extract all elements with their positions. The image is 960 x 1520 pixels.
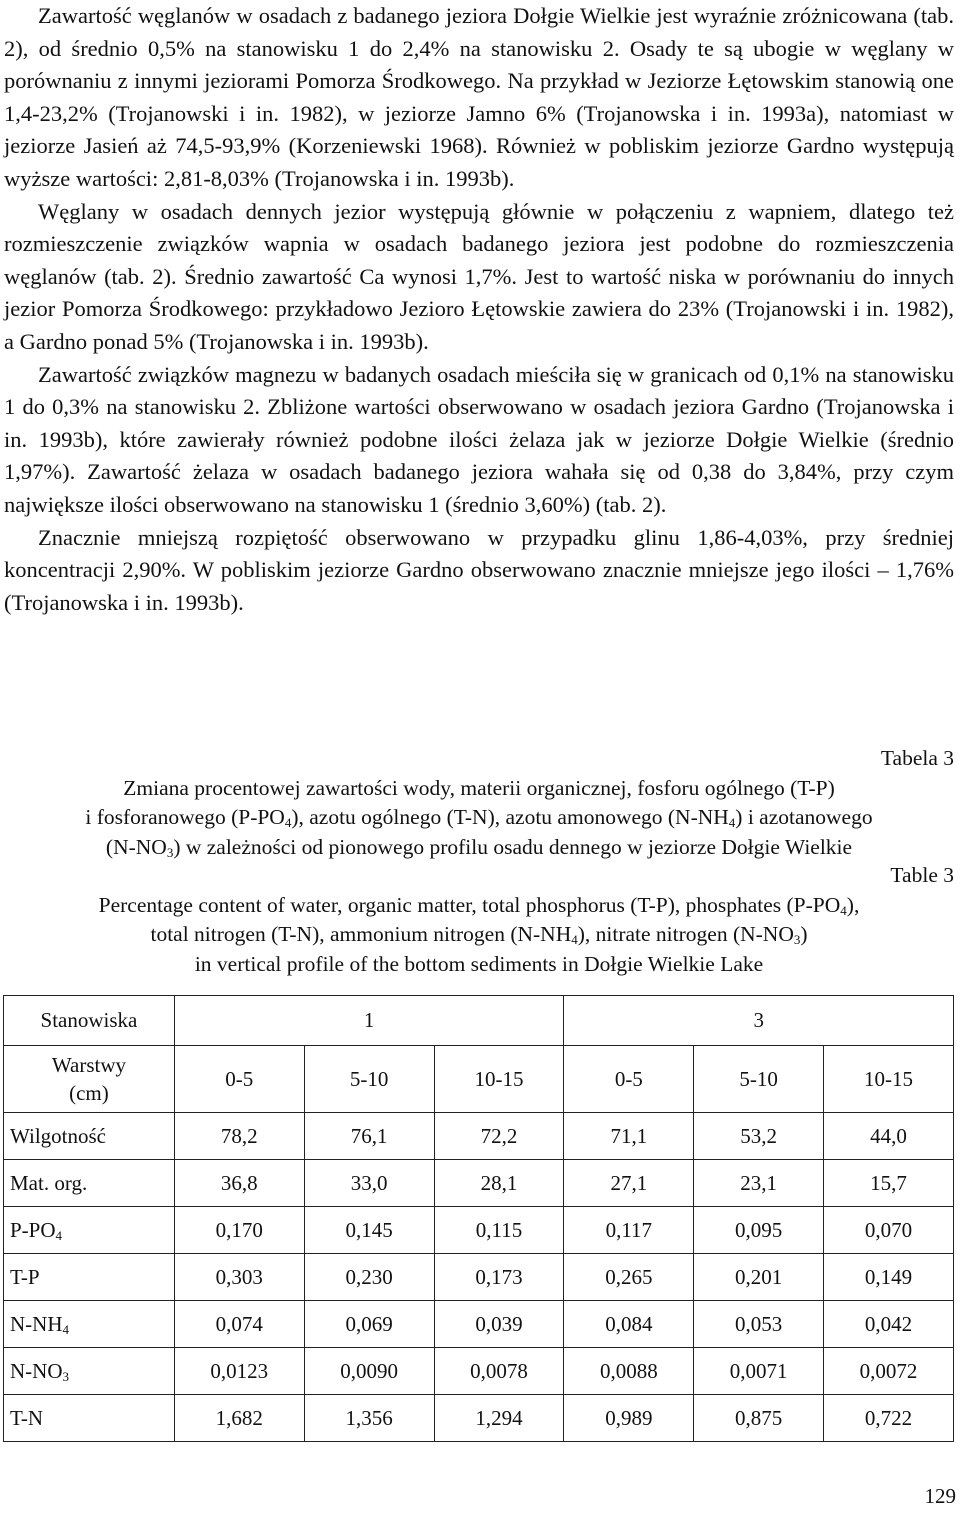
table-cell: 33,0 xyxy=(304,1160,434,1207)
table-label-en: Table 3 xyxy=(890,863,954,887)
paragraph-calcium: Węglany w osadach dennych jezior występują głównie w połączeniu z wapniem, dlatego też rozmieszczenie związków wapnia w osadach badanego jeziora jest podobne do rozmieszczenia węglanów (tab. 2). Średnio zawartość Ca wynosi 1,7%. Jest to wartość niska w porównaniu do innych jezior Pomorza Środkowego: przykładowo Jezioro Łętowskie zawiera do 23% (Trojanowski i in. 1982), a Gardno ponad 5% (Trojanowska i in. 1993b). xyxy=(4,198,954,354)
table-cell: 0,042 xyxy=(824,1301,954,1348)
table-cell: 0,117 xyxy=(564,1207,694,1254)
paragraph-aluminium: Znacznie mniejszą rozpiętość obserwowano w przypadku glinu 1,86-4,03%, przy średniej koncentracji 2,90%. W pobliskim jeziorze Gardno obserwowano znacznie mniejsze jego ilości – 1,76% (Trojanowska i in. 1993b). xyxy=(4,524,954,615)
table-cell: 0,875 xyxy=(694,1395,824,1442)
table-cell: 0,069 xyxy=(304,1301,434,1348)
table-cell: 0,0123 xyxy=(174,1348,304,1395)
caption-en-line1: Percentage content of water, organic matter, total phosphorus (T-P), phosphates $(P-PO_4)$, xyxy=(98,892,860,918)
table-cell: 1,356 xyxy=(304,1395,434,1442)
table-cell: 0,989 xyxy=(564,1395,694,1442)
table-cell: 0,303 xyxy=(174,1254,304,1301)
table-cell: 0,170 xyxy=(174,1207,304,1254)
stations-header-cell: Stanowiska xyxy=(4,996,175,1046)
table-row xyxy=(4,1113,954,1160)
layer-header: 5-10 xyxy=(694,1046,824,1113)
table-cell: 0,201 xyxy=(694,1254,824,1301)
paragraph-carbonates: Zawartość węglanów w osadach z badanego jeziora Dołgie Wielkie jest wyraźnie zróżnicowana (tab. 2), od średnio 0,5% na stanowisku 1 do 2,4% na stanowisku 2. Osady te są ubogie w węglany w porównaniu z innymi jeziorami Pomorza Środkowego. Na przykład w Jeziorze Łętowskim stanowią one 1,4-23,2% (Trojanowski i in. 1982), w jeziorze Jamno 6% (Trojanowska i in. 1993a), natomiast w jeziorze Jasień aż 74,5-93,9% (Korzeniewski 1968). Również w pobliskim jeziorze Gardno występują wyższe wartości: 2,81-8,03% (Trojanowska i in. 1993b). xyxy=(4,3,954,191)
row-label: $N-NO_3$ xyxy=(4,1348,175,1395)
table-cell: 71,1 xyxy=(564,1113,694,1160)
table-cell: 0,084 xyxy=(564,1301,694,1348)
table-cell: 23,1 xyxy=(694,1160,824,1207)
table-label-pl: Tabela 3 xyxy=(880,746,954,770)
table-cell: 15,7 xyxy=(824,1160,954,1207)
layer-header: 0-5 xyxy=(174,1046,304,1113)
table-cell: 36,8 xyxy=(174,1160,304,1207)
row-label: $P-PO_4$ xyxy=(4,1207,175,1254)
table-cell: 53,2 xyxy=(694,1113,824,1160)
body-text xyxy=(4,0,954,619)
row-label: T-N xyxy=(4,1395,175,1442)
row-label: Mat. org. xyxy=(4,1160,175,1207)
row-label: Wilgotność xyxy=(4,1113,175,1160)
paragraph-magnesium-iron: Zawartość związków magnezu w badanych osadach mieściła się w granicach od 0,1% na stanowisku 1 do 0,3% na stanowisku 2. Zbliżone wartości obserwowano w osadach jeziora Gardno (Trojanowska i in. 1993b), które zawierały również podobne ilości żelaza jak w jeziorze Dołgie Wielkie (średnio 1,97%). Zawartość żelaza w osadach badanego jeziora wahała się od 0,38 do 3,84%, przy czym największe ilości obserwowano na stanowisku 1 (średnio 3,60%) (tab. 2). xyxy=(4,361,954,517)
caption-en-line3: in vertical profile of the bottom sediments in Dołgie Wielkie Lake xyxy=(194,951,764,976)
station-3-header: 3 xyxy=(564,996,954,1046)
table-cell: 0,070 xyxy=(824,1207,954,1254)
table-cell: 0,722 xyxy=(824,1395,954,1442)
table-cell: 0,115 xyxy=(434,1207,564,1254)
table-cell: 28,1 xyxy=(434,1160,564,1207)
table-cell: 0,074 xyxy=(174,1301,304,1348)
table-cell: 0,173 xyxy=(434,1254,564,1301)
table-row xyxy=(4,1160,954,1207)
table-row xyxy=(4,1301,954,1348)
table-row xyxy=(4,1395,954,1442)
table-cell: 78,2 xyxy=(174,1113,304,1160)
row-label: T-P xyxy=(4,1254,175,1301)
table-cell: 76,1 xyxy=(304,1113,434,1160)
table-cell: 0,0090 xyxy=(304,1348,434,1395)
table-row xyxy=(4,1254,954,1301)
table-cell: 44,0 xyxy=(824,1113,954,1160)
table-cell: 0,095 xyxy=(694,1207,824,1254)
caption-pl-line3: $(N-NO_3)$ w zależności od pionowego profilu osadu dennego w jeziorze Dołgie Wielkie xyxy=(105,834,853,860)
table-cell: 0,145 xyxy=(304,1207,434,1254)
table-cell: 27,1 xyxy=(564,1160,694,1207)
row-label: $N-NH_4$ xyxy=(4,1301,175,1348)
table-row xyxy=(4,1207,954,1254)
layer-header: 5-10 xyxy=(304,1046,434,1113)
layer-header: 0-5 xyxy=(564,1046,694,1113)
table-cell: 0,230 xyxy=(304,1254,434,1301)
sediment-table xyxy=(3,995,954,1442)
table-row xyxy=(4,1348,954,1395)
table-cell: 0,0088 xyxy=(564,1348,694,1395)
layer-header: 10-15 xyxy=(434,1046,564,1113)
table-cell: 0,0072 xyxy=(824,1348,954,1395)
table-cell: 0,265 xyxy=(564,1254,694,1301)
table-cell: 1,294 xyxy=(434,1395,564,1442)
table-header-layers-row xyxy=(4,1046,954,1113)
table-cell: 0,053 xyxy=(694,1301,824,1348)
caption-pl-line1: Zmiana procentowej zawartości wody, materii organicznej, fosforu ogólnego (T-P) xyxy=(123,775,835,800)
page-number: 129 xyxy=(924,1484,956,1508)
table-cell: 0,0078 xyxy=(434,1348,564,1395)
layers-header-cell: Warstwy (cm) xyxy=(4,1046,175,1113)
caption-en-line2: total nitrogen (T-N), ammonium nitrogen $(N-NH_4)$, nitrate nitrogen $(N-NO_3)$ xyxy=(150,922,808,947)
caption-pl-line2: i fosforanowego $(P-PO_4)$, azotu ogólnego (T-N), azotu amonowego $(N-NH_4)$ i azotanowego xyxy=(85,805,873,830)
table-cell: 0,0071 xyxy=(694,1348,824,1395)
station-1-header: 1 xyxy=(174,996,564,1046)
table-cell: 0,149 xyxy=(824,1254,954,1301)
table-cell: 0,039 xyxy=(434,1301,564,1348)
table-caption-english xyxy=(0,861,958,979)
table-caption-polish xyxy=(0,744,958,862)
layer-header: 10-15 xyxy=(824,1046,954,1113)
table-cell: 72,2 xyxy=(434,1113,564,1160)
table-header-stations-row xyxy=(4,996,954,1046)
table-cell: 1,682 xyxy=(174,1395,304,1442)
